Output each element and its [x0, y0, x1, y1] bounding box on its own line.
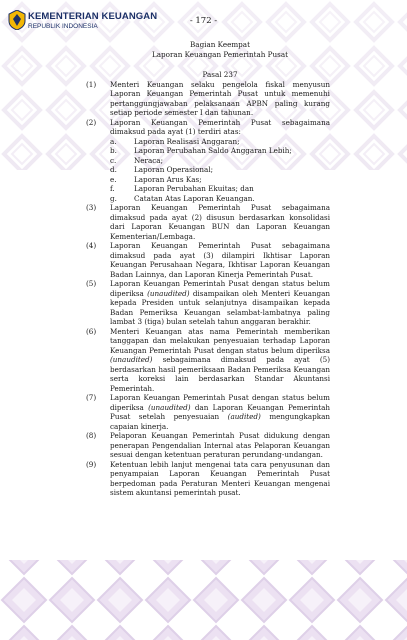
list-item: e. Laporan Arus Kas; [110, 174, 202, 184]
clause-8 [86, 431, 330, 460]
clause-number: (6) [86, 326, 97, 336]
clause-1 [86, 79, 330, 118]
clause-number: (2) [86, 117, 97, 127]
clause-text: Laporan Keuangan Pemerintah Pusat sebagaimana dimaksud pada ayat (2) disusun berdasarkan konsolidasi dari Laporan Keuangan BUN dan Laporan Keuangan Kementerian/Lembaga. [110, 203, 330, 241]
clause-6 [86, 326, 330, 394]
clause-text: Pelaporan Keuangan Pemerintah Pusat didukung dengan penerapan Pengendalian Internal atas Pelaporan Keuangan sesuai dengan ketentuan peraturan perundang-undangan. [110, 431, 330, 459]
article-heading: Pasal 237 [202, 70, 238, 79]
clause-3 [86, 203, 330, 241]
clause-number: (5) [86, 279, 97, 288]
list-item: d. Laporan Operasional; [110, 165, 214, 174]
document-body [86, 40, 331, 498]
clause-text: Laporan Keuangan Pemerintah Pusat dengan status belum diperiksa (unaudited) dan Laporan Keuangan Pemerintah Pusat setelah penyesuaian (audited) mengungkapkan capaian kinerja. [110, 393, 331, 431]
clause-text: Ketentuan lebih lanjut mengenai tata cara penyusunan dan penyampaian Laporan Keuangan Pemerintah Pusat berpedoman pada Peraturan Menteri Keuangan mengenai sistem akuntansi pemerintah pusat. [110, 459, 330, 497]
clause-4 [86, 241, 330, 279]
list-item: b. Laporan Perubahan Saldo Anggaran Lebih; [110, 146, 292, 155]
clause-5 [86, 279, 330, 327]
list-item: f. Laporan Perubahan Ekuitas; dan [110, 184, 254, 193]
list-item: g. Catatan Atas Laporan Keuangan. [110, 193, 255, 203]
clause-text: Laporan Keuangan Pemerintah Pusat dengan status belum diperiksa (unaudited) disampaikan oleh Menteri Keuangan kepada Presiden untuk selanjutnya disampaikan kepada Badan Pemeriksa Keuangan selambat-lambatnya paling lambat 3 (tiga) bulan setelah tahun anggaran berakhir. [110, 279, 330, 326]
list-item: a. Laporan Realisasi Anggaran; [110, 136, 240, 146]
clause-number: (1) [86, 79, 97, 89]
clause-text: Laporan Keuangan Pemerintah Pusat sebagaimana dimaksud pada ayat (3) dilampiri Ikhtisar Laporan Keuangan Perusahaan Negara, Ikhtisar Laporan Keuangan Badan Lainnya, dan Laporan Kinerja Pemerintah Pusat. [110, 241, 330, 279]
clause-number: (9) [86, 459, 97, 469]
clause-7 [86, 393, 331, 431]
clause-2 [86, 117, 330, 204]
page-number: - 172 - [189, 16, 218, 26]
clause-9 [86, 459, 330, 498]
org-name: KEMENTERIAN KEUANGAN [28, 11, 158, 22]
clause-number: (4) [86, 241, 97, 250]
clause-text: Menteri Keuangan selaku pengelola fiskal menyusun Laporan Keuangan Pemerintah Pusat untuk memenuhi pertanggungjawaban pelaksanaan APBN paling kurang setiap periode semester I dan tahunan. [110, 79, 330, 117]
section-subtitle: Laporan Keuangan Pemerintah Pusat [151, 49, 288, 59]
clause-text: Menteri Keuangan atas nama Pemerintah memberikan tanggapan dan melakukan penyesuaian terhadap Laporan Keuangan Pemerintah Pusat dengan status belum diperiksa (unaudited) sebagaimana dimaksud pada ayat (5) berdasarkan hasil pemeriksaan Badan Pemeriksa Keuangan serta koreksi lain berdasarkan Standar Akuntansi Pemerintah. [110, 326, 330, 393]
clause-number: (3) [86, 203, 97, 212]
clause-number: (8) [86, 431, 97, 440]
clause-text: Laporan Keuangan Pemerintah Pusat sebagaimana dimaksud pada ayat (1) terdiri atas: [110, 117, 330, 136]
org-subtitle: REPUBLIK INDONESIA [28, 22, 98, 30]
clause-number: (7) [86, 393, 97, 402]
section-title: Bagian Keempat [190, 40, 250, 49]
list-item: c. Neraca; [110, 155, 163, 165]
